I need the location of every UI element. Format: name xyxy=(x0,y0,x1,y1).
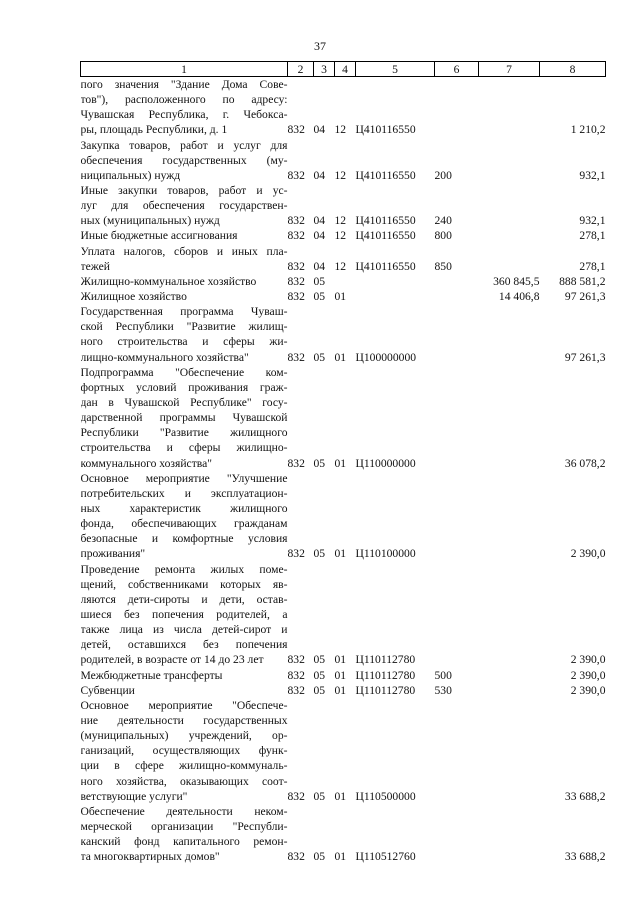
table-row xyxy=(81,183,606,228)
section-code: 05 xyxy=(313,274,326,288)
amount-col8: 97 261,3 xyxy=(564,350,606,364)
amount-col7 xyxy=(479,683,540,698)
amount-col7 xyxy=(479,77,540,138)
row-name-line: Иные закупки товаров, работ и ус- xyxy=(80,183,288,197)
row-name xyxy=(81,562,288,668)
ministry-code: 832 xyxy=(287,668,305,682)
amount-col7 xyxy=(479,804,540,865)
subsection-code: 01 xyxy=(334,850,347,864)
target-article-code: Ц410116550 xyxy=(355,259,416,273)
table-row xyxy=(81,289,606,304)
table-row xyxy=(81,244,606,274)
row-name xyxy=(81,365,288,471)
amount-col8: 932,1 xyxy=(579,214,606,228)
row-name xyxy=(81,804,288,865)
table-row xyxy=(81,683,606,698)
row-name-line: также лица из числа детей-сирот и xyxy=(80,623,288,637)
row-name-line: ных характеристик жилищного xyxy=(80,501,288,515)
ministry-code: 832 xyxy=(287,259,305,273)
table-row xyxy=(81,274,606,289)
row-name-line: ветствующие услуги" xyxy=(80,789,188,803)
section-code: 05 xyxy=(313,653,326,667)
subsection-code: 12 xyxy=(334,259,347,273)
amount-col7 xyxy=(479,471,540,562)
column-number-row xyxy=(81,62,606,77)
target-article-code: Ц410116550 xyxy=(355,168,416,182)
row-name-line: ниципальных) нужд xyxy=(80,168,181,182)
row-name-line: дан в Чувашской Республике" госу- xyxy=(80,396,288,409)
table-row xyxy=(81,228,606,243)
row-name xyxy=(81,683,288,698)
target-article-code: Ц100000000 xyxy=(355,350,417,364)
expense-type-code xyxy=(435,804,479,865)
ministry-code: 832 xyxy=(287,274,305,288)
row-name-line: ляются дети-сироты и дети, остав- xyxy=(80,592,288,606)
column-number: 5 xyxy=(356,62,435,77)
amount-col8: 888 581,2 xyxy=(559,274,606,288)
subsection-code: 01 xyxy=(334,456,347,470)
subsection-code: 01 xyxy=(334,290,347,303)
amount-col7 xyxy=(479,562,540,668)
ministry-code: 832 xyxy=(287,350,305,364)
target-article-code xyxy=(356,274,435,289)
amount-col8: 278,1 xyxy=(579,229,606,243)
ministry-code: 832 xyxy=(287,683,305,697)
table-row xyxy=(81,138,606,183)
amount-col7 xyxy=(479,304,540,365)
subsection-code: 12 xyxy=(334,123,347,137)
section-code: 05 xyxy=(313,547,326,561)
row-name-line: Подпрограмма "Обеспечение ком- xyxy=(80,365,288,379)
row-name-line: Проведение ремонта жилых поме- xyxy=(80,562,288,576)
subsection-code: 12 xyxy=(334,229,347,243)
section-code: 05 xyxy=(313,683,326,697)
row-name-line: щений, собственниками которых яв- xyxy=(80,577,288,591)
expense-type-code: 850 xyxy=(434,259,452,273)
row-name-line: ние деятельности государственных xyxy=(80,713,288,727)
section-code: 05 xyxy=(313,350,326,364)
row-name-line: та многоквартирных домов" xyxy=(80,850,220,864)
section-code: 05 xyxy=(313,456,326,470)
subsection-code: 12 xyxy=(334,168,347,182)
amount-col7 xyxy=(479,183,540,228)
target-article-code: Ц110500000 xyxy=(355,789,416,803)
subsection-code: 01 xyxy=(334,653,347,667)
table-row xyxy=(81,562,606,668)
table-row xyxy=(81,365,606,471)
section-code: 05 xyxy=(313,290,326,303)
column-number: 4 xyxy=(335,62,356,77)
column-number: 6 xyxy=(435,62,479,77)
amount-col7 xyxy=(479,244,540,274)
expense-type-code xyxy=(435,365,479,471)
amount-col7 xyxy=(479,138,540,183)
row-name-line: Жилищное хозяйство xyxy=(80,290,187,304)
section-code: 04 xyxy=(313,259,326,273)
expense-type-code xyxy=(435,77,479,138)
row-name-line: ганизаций, осуществляющих функ- xyxy=(80,744,288,758)
row-name-line: Субвенции xyxy=(80,683,135,697)
amount-col8: 36 078,2 xyxy=(564,456,606,470)
section-code: 05 xyxy=(313,850,326,864)
row-name-line: Чувашская Республика, г. Чебокса- xyxy=(80,108,288,122)
row-name-line: луг для обеспечения государствен- xyxy=(80,199,288,213)
amount-col8: 33 688,2 xyxy=(564,789,606,803)
row-name xyxy=(81,274,288,289)
section-code: 04 xyxy=(313,168,326,182)
row-name-line: ры, площадь Республики, д. 1 xyxy=(80,123,228,137)
row-name-line: безопасные и комфортные условия xyxy=(80,532,288,546)
target-article-code: Ц110100000 xyxy=(355,547,416,561)
expense-type-code: 240 xyxy=(434,214,452,228)
amount-col8: 97 261,3 xyxy=(564,290,606,303)
ministry-code: 832 xyxy=(287,290,305,303)
amount-col7 xyxy=(479,228,540,243)
subsection-code: 12 xyxy=(334,214,347,228)
column-number: 1 xyxy=(81,62,288,77)
row-name-line: Республики "Развитие жилищного xyxy=(80,426,288,440)
amount-col7: 360 845,5 xyxy=(493,274,540,288)
expense-type-code: 800 xyxy=(434,229,452,243)
row-name-line: обеспечения государственных (му- xyxy=(80,153,288,167)
table-row xyxy=(81,804,606,865)
row-name-line: дарственной программы Чувашской xyxy=(80,411,288,425)
row-name-line: (муниципальных) учреждений, ор- xyxy=(80,729,288,743)
table-row xyxy=(81,304,606,365)
row-name-line: канский фонд капитального ремон- xyxy=(80,835,288,849)
row-name-line: тежей xyxy=(80,259,110,273)
section-code: 04 xyxy=(313,123,326,137)
amount-col7 xyxy=(479,365,540,471)
row-name-line: Государственная программа Чуваш- xyxy=(80,305,288,319)
row-name xyxy=(81,77,288,138)
column-number: 3 xyxy=(314,62,335,77)
ministry-code: 832 xyxy=(287,653,305,667)
row-name-line: Основное мероприятие "Улучшение xyxy=(80,471,288,485)
row-name xyxy=(81,471,288,562)
subsection-code: 01 xyxy=(334,547,347,561)
ministry-code: 832 xyxy=(287,456,305,470)
target-article-code: Ц110000000 xyxy=(355,456,416,470)
section-code: 05 xyxy=(313,668,326,682)
expense-type-code xyxy=(435,471,479,562)
target-article-code: Ц410116550 xyxy=(355,123,416,137)
amount-col7 xyxy=(479,698,540,804)
target-article-code: Ц110112780 xyxy=(355,683,416,697)
row-name-line: строительства и сферы жилищно- xyxy=(80,441,288,455)
row-name xyxy=(81,183,288,228)
budget-table xyxy=(80,61,606,864)
subsection-code: 01 xyxy=(334,668,347,682)
row-name-line: тов"), расположенного по адресу: xyxy=(80,93,288,107)
row-name xyxy=(81,289,288,304)
row-name-line: Обеспечение деятельности неком- xyxy=(80,804,288,818)
row-name-line: лищно-коммунального хозяйства" xyxy=(80,350,249,364)
amount-col8: 932,1 xyxy=(579,168,606,182)
ministry-code: 832 xyxy=(287,123,305,137)
row-name-line: ных (муниципальных) нужд xyxy=(80,214,220,228)
target-article-code: Ц410116550 xyxy=(355,229,416,243)
expense-type-code xyxy=(435,698,479,804)
expense-type-code: 500 xyxy=(434,668,452,682)
column-number: 2 xyxy=(288,62,314,77)
row-name-line: ской Республики "Развитие жилищ- xyxy=(80,320,288,334)
amount-col8: 33 688,2 xyxy=(564,850,606,864)
expense-type-code xyxy=(435,562,479,668)
row-name-line: коммунального хозяйства" xyxy=(80,456,212,470)
section-code: 04 xyxy=(313,214,326,228)
row-name-line: мерческой организации "Республи- xyxy=(80,819,288,833)
target-article-code: Ц110112780 xyxy=(355,668,416,682)
row-name-line: ного хозяйства, оказывающих соот- xyxy=(80,774,288,788)
row-name-line: фортных условий проживания граж- xyxy=(80,380,288,394)
table-row xyxy=(81,668,606,683)
amount-col8: 278,1 xyxy=(579,259,606,273)
row-name-line: родителей, в возрасте от 14 до 23 лет xyxy=(80,653,264,667)
row-name-line: потребительских и эксплуатацион- xyxy=(80,486,288,500)
table-row xyxy=(81,698,606,804)
row-name-line: ного строительства и сферы жи- xyxy=(80,335,288,349)
row-name-line: фонда, обеспечивающих гражданам xyxy=(80,517,288,531)
expense-type-code xyxy=(435,304,479,365)
expense-type-code: 200 xyxy=(434,168,452,182)
subsection-code: 01 xyxy=(334,789,347,803)
row-name xyxy=(81,698,288,804)
ministry-code: 832 xyxy=(287,168,305,182)
amount-col7: 14 406,8 xyxy=(498,290,540,303)
row-name-line: Жилищно-коммунальное хозяйство xyxy=(80,274,257,288)
expense-type-code: 530 xyxy=(434,683,452,697)
subsection-code: 01 xyxy=(334,683,347,697)
row-name-line: Межбюджетные трансферты xyxy=(80,668,223,682)
amount-col8: 2 390,0 xyxy=(570,668,606,682)
row-name-line: Основное мероприятие "Обеспече- xyxy=(80,698,288,712)
row-name xyxy=(81,668,288,683)
subsection-code xyxy=(335,274,356,289)
table-row xyxy=(81,77,606,138)
amount-col8: 2 390,0 xyxy=(570,547,606,561)
row-name-line: пого значения "Здание Дома Сове- xyxy=(80,78,288,91)
subsection-code: 01 xyxy=(334,350,347,364)
column-number: 8 xyxy=(540,62,606,77)
target-article-code: Ц410116550 xyxy=(355,214,416,228)
ministry-code: 832 xyxy=(287,547,305,561)
ministry-code: 832 xyxy=(287,229,305,243)
amount-col8: 2 390,0 xyxy=(570,683,606,697)
ministry-code: 832 xyxy=(287,850,305,864)
expense-type-code xyxy=(435,289,479,304)
row-name-line: детей, оставшихся без попечения xyxy=(80,638,288,652)
amount-col7 xyxy=(479,668,540,683)
target-article-code: Ц110112780 xyxy=(355,653,416,667)
row-name xyxy=(81,304,288,365)
row-name-line: Уплата налогов, сборов и иных пла- xyxy=(80,244,288,258)
section-code: 05 xyxy=(313,789,326,803)
row-name-line: Закупка товаров, работ и услуг для xyxy=(80,138,288,152)
target-article-code: Ц110512760 xyxy=(355,850,416,864)
amount-col8: 2 390,0 xyxy=(570,653,606,667)
expense-type-code xyxy=(435,274,479,289)
column-number: 7 xyxy=(479,62,540,77)
row-name-line: проживания" xyxy=(80,547,146,561)
ministry-code: 832 xyxy=(287,214,305,228)
row-name xyxy=(81,228,288,243)
row-name-line: ции в сфере жилищно-коммуналь- xyxy=(80,759,288,773)
row-name-line: Иные бюджетные ассигнования xyxy=(80,229,238,243)
ministry-code: 832 xyxy=(287,789,305,803)
section-code: 04 xyxy=(313,229,326,243)
amount-col8: 1 210,2 xyxy=(570,123,606,137)
row-name xyxy=(81,244,288,274)
row-name xyxy=(81,138,288,183)
row-name-line: шиеся без попечения родителей, а xyxy=(80,607,288,621)
table-row xyxy=(81,471,606,562)
target-article-code xyxy=(356,289,435,304)
page-number: 37 xyxy=(314,39,326,53)
